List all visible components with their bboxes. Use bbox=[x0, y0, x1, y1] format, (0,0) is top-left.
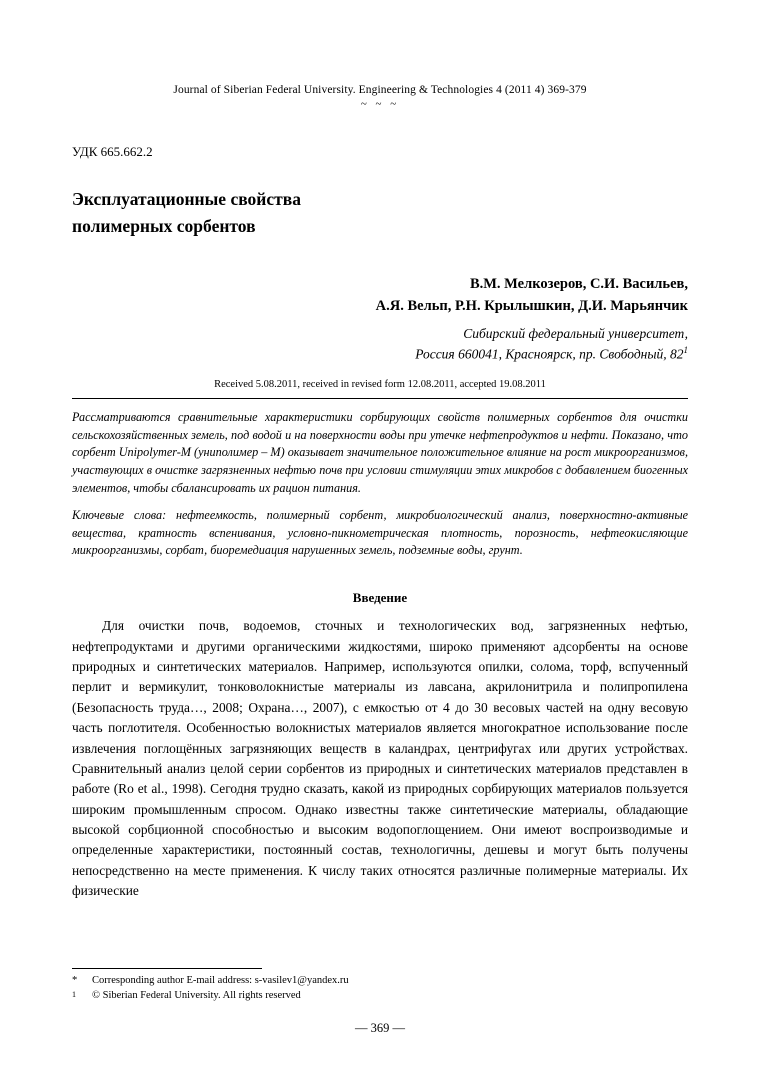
affiliation-footnote-marker: 1 bbox=[683, 345, 688, 355]
author-list bbox=[72, 274, 688, 318]
abstract-top-rule bbox=[72, 398, 688, 399]
affiliation-line-2-text: Россия 660041, Красноярск, пр. Свободный, 82 bbox=[415, 346, 684, 362]
affiliation bbox=[72, 324, 688, 365]
body-paragraph-1: Для очистки почв, водоемов, сточных и технологических вод, загрязненных нефтью, нефтепродуктами и другими органическими жидкостями, широко применяют адсорбенты на основе природных и синтетических материалов. Например, используются опилки, солома, торф, вспученный перлит и вермикулит, тонковолокнистые материалы из лавсана, акрилонитрила и полипропилена (Безопасность труда…, 2008; Охрана…, 2007), с емкостью от 4 до 30 весовых частей на одну весовую часть поглотителя. Особенностью волокнистых материалов является многократное использование после извлечения поглощённых загрязняющих веществ в каландрах, центрифугах или других устройствах. Сравнительный анализ целой серии сорбентов из природных и синтетических материалов представлен в работе (Ro et al., 1998). Сегодня трудно сказать, какой из природных сорбирующих материалов пользуется широким промышленным спросом. Однако известны также синтетические материалы, обладающие высокой сорбционной способностью и высоким водопоглощением. Они имеют воспроизводимые и определенные характеристики, постоянный состав, технологичны, дешевы и могут быть получены непосредственно на месте применения. К числу таких относятся различные полимерные материалы. Их физические bbox=[72, 618, 688, 899]
footnote-rule bbox=[72, 968, 262, 969]
footnote-text: Corresponding author E-mail address: s-vasilev1@yandex.ru bbox=[92, 974, 349, 986]
abstract-text: Рассматриваются сравнительные характеристики сорбирующих свойств полимерных сорбентов для очистки сельскохозяйственных земель, под водой и на поверхности воды при утечке нефтепродуктов и нефти. Показано, что сорбент Unipolymer-M (униполимер – М) оказывает значительное положительное влияние на рост микроорганизмов, участвующих в очистке загрязненных нефтью почв при условии стимуляции этих микробов с добавлением биогенных элементов, чтобы сбалансировать их рацион питания. bbox=[72, 409, 688, 495]
section-heading-introduction: Введение bbox=[352, 590, 408, 606]
title-line-1: Эксплуатационные свойства bbox=[72, 189, 301, 209]
author-line-1: В.М. Мелкозеров, С.И. Васильев, bbox=[469, 276, 688, 293]
footnote-item bbox=[72, 973, 688, 989]
author-line-2: А.Я. Вельп, Р.Н. Крылышкин, Д.И. Марьянчик bbox=[375, 298, 688, 314]
journal-running-head: Journal of Siberian Federal University. Engineering & Technologies 4 (2011 4) 369-379 bbox=[173, 84, 587, 96]
footnote-item bbox=[72, 988, 688, 1004]
footnote-text: © Siberian Federal University. All rights reserved bbox=[92, 990, 301, 1002]
ornament-divider: ~ ~ ~ bbox=[360, 98, 400, 110]
footnote-marker: 1 bbox=[72, 990, 76, 1000]
footnote-marker: * bbox=[72, 974, 78, 986]
received-dates: Received 5.08.2011, received in revised form 12.08.2011, accepted 19.08.2011 bbox=[214, 378, 546, 390]
affiliation-line-2 bbox=[72, 344, 688, 365]
footnote-block bbox=[72, 968, 688, 1005]
keywords-label: Ключевые слова: bbox=[72, 507, 167, 522]
keywords bbox=[72, 507, 688, 560]
udc-code: УДК 665.662.2 bbox=[72, 144, 153, 159]
page-title bbox=[72, 186, 688, 240]
title-line-2: полимерных сорбентов bbox=[72, 216, 256, 237]
page-number: — 369 — bbox=[355, 1021, 405, 1035]
affiliation-line-1: Сибирский федеральный университет, bbox=[463, 325, 688, 341]
keywords-text: нефтеемкость, полимерный сорбент, микробиологический анализ, поверхностно-активные вещества, кратность вспенивания, условно-пикнометрическая плотность, порозность, нефтеокисляющие микроорганизмы, сорбат, биоремедиация нарушенных земель, подземные воды, грунт. bbox=[72, 507, 689, 558]
